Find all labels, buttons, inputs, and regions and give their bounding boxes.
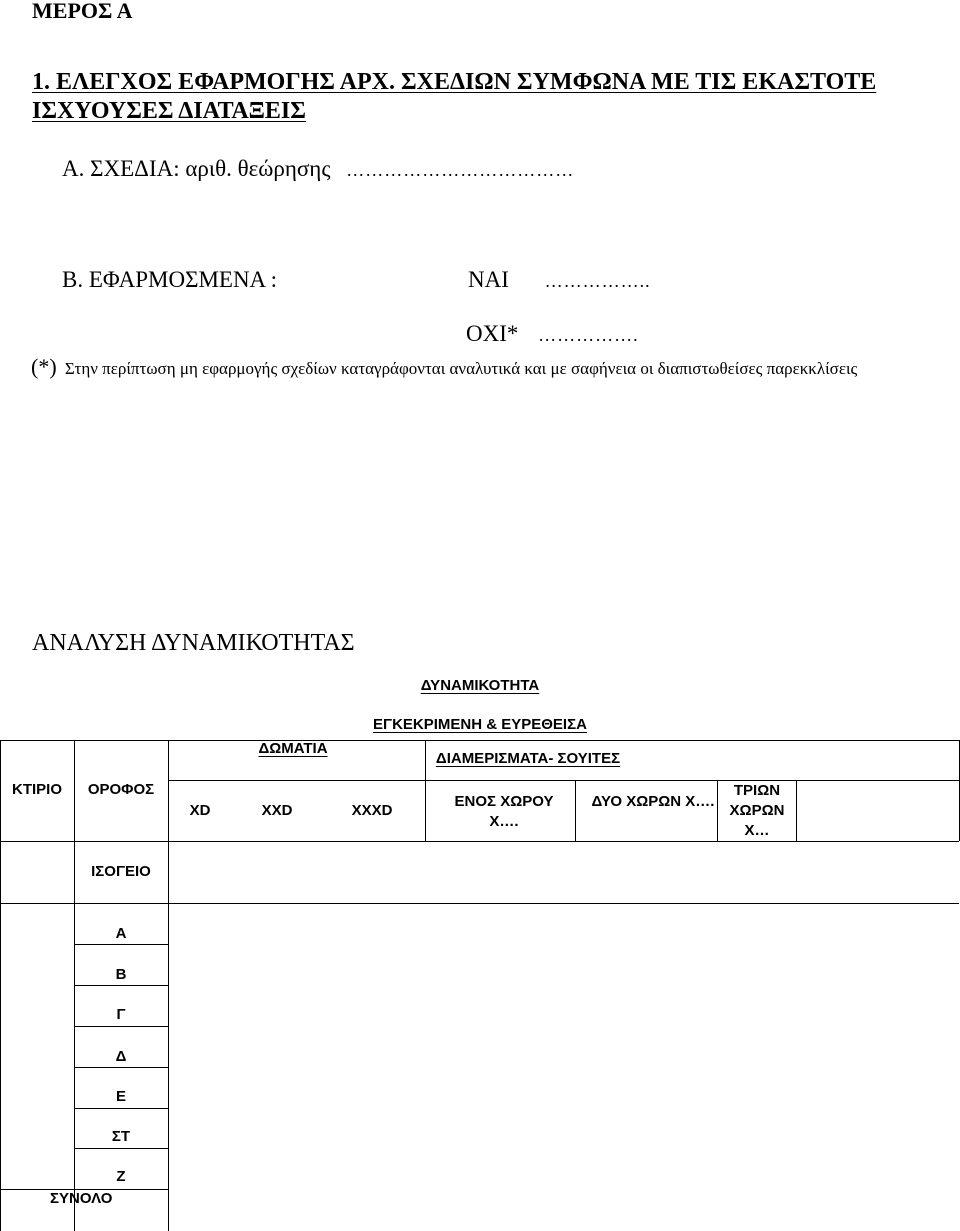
header-capacity: ΔΥΝΑΜΙΚΟΤΗΤΑ [420,677,540,694]
option-yes-blank[interactable]: …………….. [544,271,651,291]
option-no-label: ΟΧΙ* [466,321,519,346]
column-building: ΚΤΙΡΙΟ [11,781,62,798]
floor-row-label: Α [115,925,127,942]
header-approved-found: ΕΓΚΕΚΡΙΜΕΝΗ & ΕΥΡΕΘΕΙΣΑ [373,716,587,733]
floor-row-label: ΣΤ [111,1128,131,1145]
option-yes-label: ΝΑΙ [468,267,509,292]
header-rooms: ΔΩΜΑΤΙΑ [258,740,328,757]
floor-row-label: ΙΣΟΓΕΙΟ [91,863,151,880]
item-a-label: Α. ΣΧΕΔΙΑ: αριθ. θεώρησης [62,156,331,181]
note-marker: (*) [31,354,57,379]
item-b-label: Β. ΕΦΑΡΜΟΣΜΕΝΑ : [62,267,278,292]
column-one-room-apt: ΕΝΟΣ ΧΩΡΟΥ Χ…. [454,793,554,830]
note-text: Στην περίπτωση μη εφαρμογής σχεδίων καταγράφονται αναλυτικά και με σαφήνεια οι διαπιστωθείσες παρεκκλίσεις [64,359,858,378]
column-rooms-xd: XD [189,802,211,819]
column-two-room-apt: ΔΥΟ ΧΩΡΩΝ Χ…. [591,793,715,810]
floor-row-label: Ζ [116,1168,126,1185]
column-floor: ΟΡΟΦΟΣ [87,781,155,798]
option-no-blank[interactable]: ……………. [538,325,639,345]
floor-row-label: Γ [116,1006,126,1023]
part-title: ΜΕΡΟΣ Α [32,0,133,23]
column-three-room-apt: ΤΡΙΩΝ ΧΩΡΩΝ Χ… [729,782,785,839]
item-a-blank[interactable]: ……………………………… [346,160,575,180]
floor-row-label: Β [115,966,127,983]
section-title-line-2: ΙΣΧΥΟΥΣΕΣ ΔΙΑΤΑΞΕΙΣ [32,98,306,124]
section-title-line-1: 1. ΕΛΕΓΧΟΣ ΕΦΑΡΜΟΓΗΣ ΑΡΧ. ΣΧΕΔΙΩΝ ΣΥΜΦΩΝΑ ΜΕ ΤΙΣ ΕΚΑΣΤΟΤΕ [32,69,877,95]
total-label: ΣΥΝΟΛΟ [50,1190,113,1207]
floor-row-label: Δ [115,1048,127,1065]
analysis-title: ΑΝΑΛΥΣΗ ΔΥΝΑΜΙΚΟΤΗΤΑΣ [32,630,355,656]
column-rooms-xxxd: XXXD [351,802,393,819]
header-apartments-suites: ΔΙΑΜΕΡΙΣΜΑΤΑ- ΣΟΥΙΤΕΣ [435,750,621,767]
column-rooms-xxd: XXD [261,802,293,819]
floor-row-label: Ε [115,1088,126,1105]
